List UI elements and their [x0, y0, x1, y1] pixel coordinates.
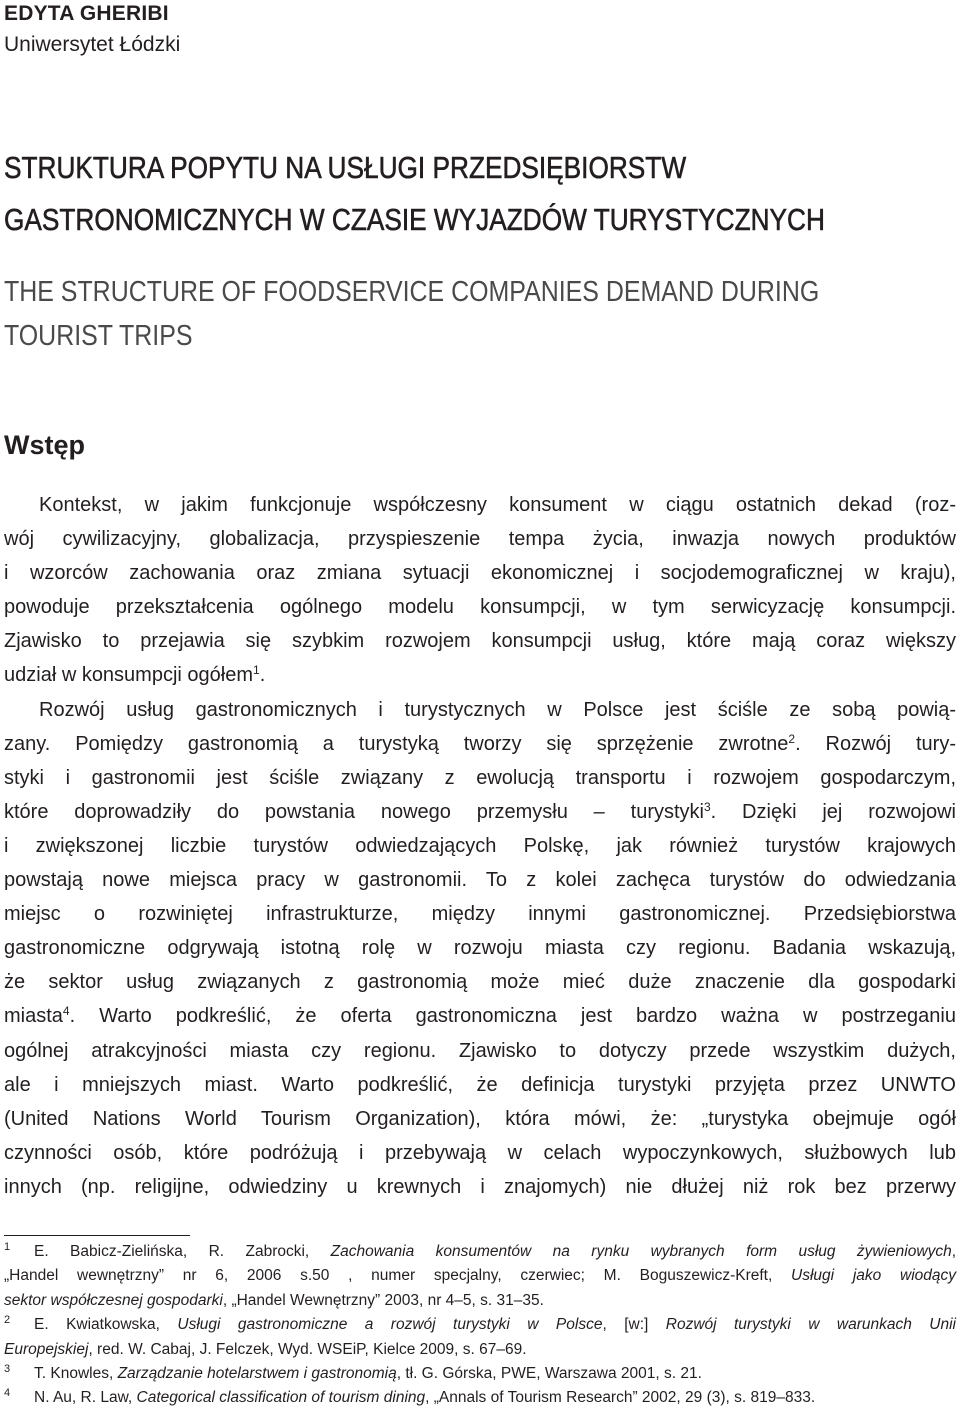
footnote-text: , tł. G. Górska, PWE, Warszawa 2001, s. 21. — [396, 1365, 702, 1383]
body-text-run: . Dzięki jej rozwojowi — [710, 800, 956, 823]
footnote-ref: 4 — [62, 1004, 70, 1019]
body-text-run: . — [259, 664, 266, 687]
body-line: miejsc o rozwiniętej infrastrukturze, między innymi gastronomicznej. Przedsiębiorstwa — [4, 903, 956, 926]
footnote-title: Usługi gastronomiczne a rozwój turystyki w Polsce — [177, 1316, 603, 1334]
title-polish — [4, 142, 825, 246]
body-line — [4, 658, 956, 692]
footnote-title: Categorical classification of tourism dining — [136, 1389, 426, 1407]
body-line — [4, 727, 956, 761]
title-english-line: TOURIST TRIPS — [4, 320, 193, 352]
body-line: Rozwój usług gastronomicznych i turystycznych w Polsce jest ściśle ze sobą powią- — [39, 698, 956, 721]
body-line — [4, 795, 956, 829]
title-english — [4, 270, 821, 358]
body-line: czynności osób, które podróżują i przebywają w celach wypoczynkowych, służbowych lub — [4, 1141, 956, 1164]
body-line: i wzorców zachowania oraz zmiana sytuacji ekonomicznej i socjodemograficznej w kraju), — [4, 562, 956, 585]
footnote-ref: 2 — [788, 731, 796, 746]
footnote-text: „Handel wewnętrzny” nr 6, 2006 s.50 , numer specjalny, czerwiec; M. Boguszewicz-Kreft, — [4, 1267, 792, 1285]
footnote-text: , „Annals of Tourism Research” 2002, 29 (3), s. 819–833. — [425, 1389, 816, 1407]
body-text-run: które doprowadziły do powstania nowego przemysłu – turystyki — [4, 800, 704, 823]
footnote-text: , [w:] — [602, 1316, 666, 1334]
footnote-number: 2 — [4, 1314, 11, 1327]
body-line: ale i mniejszych miast. Warto podkreślić, że definicja turystyki przyjęta przez UNWTO — [4, 1073, 956, 1096]
section-heading: Wstęp — [4, 430, 85, 460]
body-text-run: . Warto podkreślić, że oferta gastronomiczna jest bardzo ważna w postrzeganiu — [69, 1005, 956, 1028]
footnote-number: 4 — [4, 1387, 11, 1400]
footnote-line — [34, 1386, 956, 1410]
footnote-title: Rozwój turystyki w warunkach Unii — [665, 1316, 956, 1334]
body-text-run: zany. Pomiędzy gastronomią a turystyką tworzy się sprzężenie zwrotne — [4, 732, 789, 755]
body-line: że sektor usług związanych z gastronomią może mieć duże znaczenie dla gospodarki — [4, 971, 956, 994]
footnote-text: E. Babicz-Zielińska, R. Zabrocki, — [34, 1243, 331, 1260]
body-line: Zjawisko to przejawia się szybkim rozwojem konsumpcji usług, które mają coraz większy — [4, 630, 956, 653]
footnote-text: N. Au, R. Law, — [34, 1389, 137, 1407]
body-line: powstają nowe miejsca pracy w gastronomii. To z kolei zachęca turystów do odwiedzania — [4, 869, 956, 892]
footnote-title: Zarządzanie hotelarstwem i gastronomią — [117, 1365, 397, 1383]
author-affiliation: Uniwersytet Łódzki — [4, 33, 181, 56]
footnote-4 — [4, 1386, 956, 1410]
title-english-line: THE STRUCTURE OF FOODSERVICE COMPANIES DEMAND DURING — [4, 276, 820, 308]
footnote-rule — [4, 1235, 190, 1236]
footnote-title: Usługi jako wiodący — [791, 1267, 956, 1285]
body-text — [4, 488, 956, 1204]
footnote-line — [34, 1313, 956, 1337]
body-text-run: . Rozwój tury- — [795, 732, 956, 755]
footnote-text: E. Kwiatkowska, — [34, 1316, 178, 1334]
footnote-number: 1 — [4, 1241, 11, 1253]
footnote-line — [34, 1240, 956, 1264]
footnote-line — [4, 1264, 956, 1288]
footnote-line — [34, 1362, 956, 1386]
footnote-title: Europejskiej — [4, 1340, 89, 1358]
footnote-number: 3 — [4, 1363, 11, 1376]
footnote-line — [4, 1289, 956, 1313]
footnotes — [4, 1240, 956, 1411]
footnote-ref: 1 — [253, 663, 260, 678]
body-line: (United Nations World Tourism Organization), która mówi, że: „turystyka obejmuje ogół — [4, 1107, 956, 1130]
author-name: EDYTA GHERIBI — [4, 2, 169, 25]
body-line: wój cywilizacyjny, globalizacja, przyspieszenie tempa życia, inwazja nowych produktów — [4, 528, 956, 551]
body-text-run: udział w konsumpcji ogółem — [4, 664, 254, 687]
footnote-text: , „Handel Wewnętrzny” 2003, nr 4–5, s. 31–35. — [222, 1291, 544, 1309]
body-line: innych (np. religijne, odwiedziny u krewnych i znajomych) nie dłużej niż rok bez przerwy — [4, 1175, 956, 1198]
footnote-title: sektor współczesnej gospodarki — [4, 1291, 223, 1309]
footnote-line — [4, 1338, 956, 1362]
footnote-text: T. Knowles, — [34, 1365, 118, 1383]
body-line: gastronomiczne odgrywają istotną rolę w rozwoju miasta czy regionu. Badania wskazują, — [4, 937, 956, 960]
title-polish-line: GASTRONOMICZNYCH W CZASIE WYJAZDÓW TURYSTYCZNYCH — [4, 203, 825, 237]
footnote-2 — [4, 1313, 956, 1362]
footnote-3 — [4, 1362, 956, 1386]
body-line: ogólnej atrakcyjności miasta czy regionu. Zjawisko to dotyczy przede wszystkim dużych, — [4, 1039, 956, 1062]
footnote-1 — [4, 1240, 956, 1313]
body-text-run: miasta — [4, 1005, 63, 1028]
body-line: styki i gastronomii jest ściśle związany z ewolucją transportu i rozwojem gospodarczym, — [4, 766, 956, 789]
footnote-ref: 3 — [703, 799, 711, 814]
body-line: i zwiększonej liczbie turystów odwiedzających Polskę, jak również turystów krajowych — [4, 834, 956, 857]
title-polish-line: STRUKTURA POPYTU NA USŁUGI PRZEDSIĘBIORSTW — [4, 151, 687, 185]
footnote-title: Zachowania konsumentów na rynku wybranych form usług żywieniowych — [330, 1243, 952, 1260]
body-line: Kontekst, w jakim funkcjonuje współczesny konsument w ciągu ostatnich dekad (roz- — [39, 494, 956, 516]
body-line: powoduje przekształcenia ogólnego modelu konsumpcji, w tym serwicyzację konsumpcji. — [4, 596, 956, 619]
body-line — [4, 999, 956, 1033]
footnote-text: , — [951, 1243, 956, 1260]
footnote-text: , red. W. Cabaj, J. Felczek, Wyd. WSEiP, Kielce 2009, s. 67–69. — [88, 1340, 527, 1358]
